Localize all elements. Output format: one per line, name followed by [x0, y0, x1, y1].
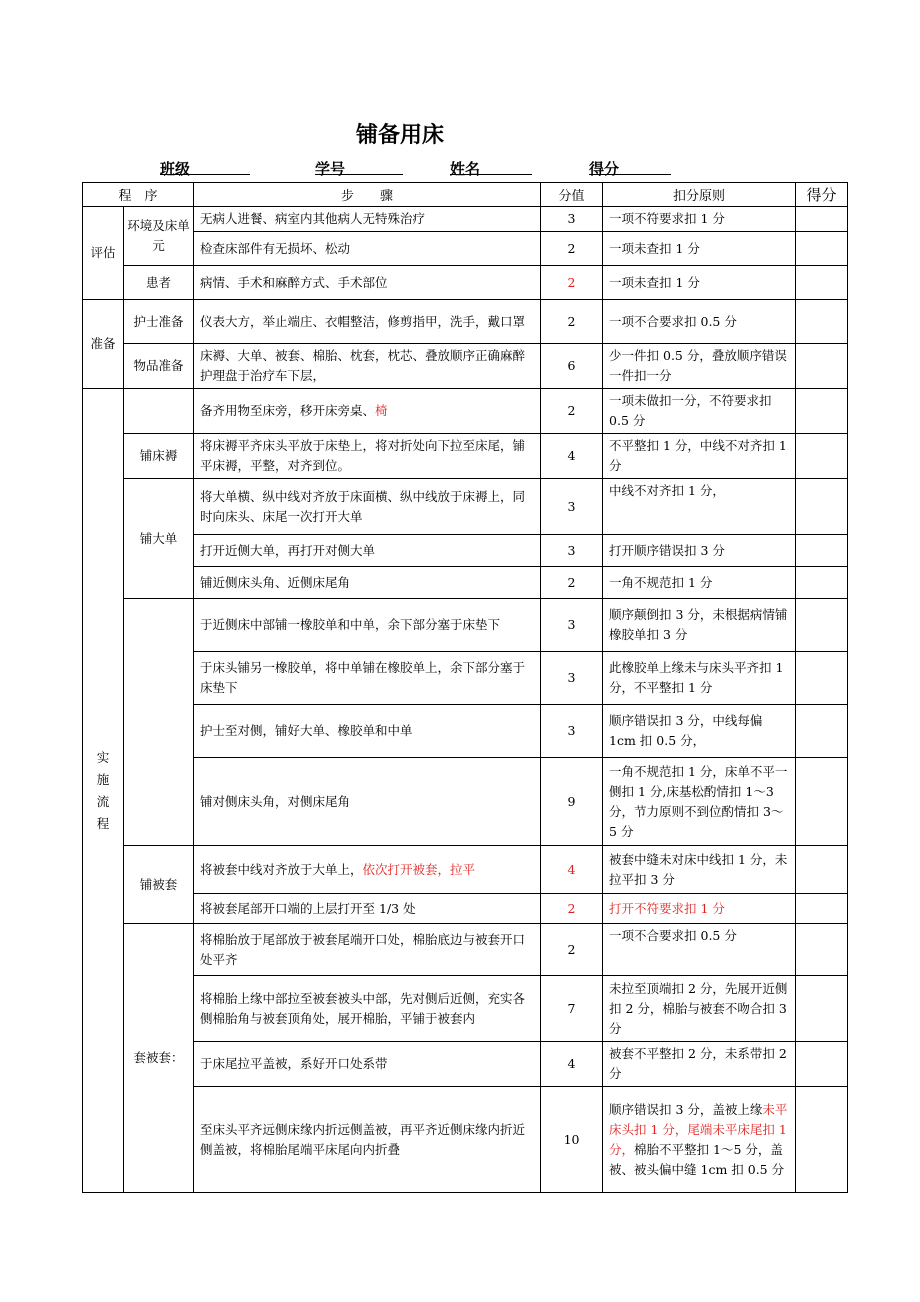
score-cell[interactable] [796, 344, 848, 389]
step-cell: 于床尾拉平盖被，系好开口处系带 [194, 1042, 541, 1087]
table-row [83, 599, 848, 652]
table-row [83, 652, 848, 705]
criteria-cell: 一项不合要求扣 0.5 分 [603, 300, 796, 344]
criteria-cell: 一角不规范扣 1 分 [603, 567, 796, 599]
step-cell: 检查床部件有无损坏、松动 [194, 232, 541, 266]
header-row [83, 183, 848, 207]
score-cell[interactable] [796, 924, 848, 976]
sub-blank [124, 389, 194, 434]
step-cell: 将大单横、纵中线对齐放于床面横、纵中线放于床褥上，同时向床头、床尾一次打开大单 [194, 479, 541, 535]
table-row [83, 535, 848, 567]
table-row [83, 266, 848, 300]
table-row [83, 389, 848, 434]
criteria-cell: 打开顺序错误扣 3 分 [603, 535, 796, 567]
criteria-cell: 不平整扣 1 分，中线不对齐扣 1 分 [603, 434, 796, 479]
score-cell[interactable] [796, 535, 848, 567]
table-row [83, 344, 848, 389]
score-cell[interactable] [796, 758, 848, 846]
criteria-cell: 顺序错误扣 3 分，中线每偏 1cm 扣 0.5 分， [603, 705, 796, 758]
score-cell[interactable] [796, 567, 848, 599]
score-cell[interactable] [796, 1042, 848, 1087]
criteria-cell: 少一件扣 0.5 分，叠放顺序错误一件扣一分 [603, 344, 796, 389]
score-cell[interactable] [796, 434, 848, 479]
criteria-cell: 一角不规范扣 1 分，床单不平一侧扣 1 分,床基松酌情扣 1～3 分，节力原则不到位酌情扣 3～5 分 [603, 758, 796, 846]
points-cell: 4 [541, 434, 603, 479]
step-cell: 将棉胎放于尾部放于被套尾端开口处，棉胎底边与被套开口处平齐 [194, 924, 541, 976]
points-cell: 2 [541, 567, 603, 599]
score-cell[interactable] [796, 389, 848, 434]
header-points: 分值 [541, 183, 603, 207]
step-cell: 铺对侧床头角，对侧床尾角 [194, 758, 541, 846]
step-cell: 于近侧床中部铺一橡胶单和中单，余下部分塞于床垫下 [194, 599, 541, 652]
score-cell[interactable] [796, 894, 848, 924]
criteria-cell: 顺序错误扣 3 分，盖被上缘未平床头扣 1 分，尾端未平床尾扣 1 分，棉胎不平整扣 1～5 分，盖被、被头偏中缝 1cm 扣 0.5 分 [603, 1087, 796, 1193]
table-row [83, 567, 848, 599]
points-cell: 2 [541, 894, 603, 924]
table-row [83, 1087, 848, 1193]
score-cell[interactable] [796, 1087, 848, 1193]
criteria-cell: 打开不符要求扣 1 分 [603, 894, 796, 924]
sub-mattress: 铺床褥 [124, 434, 194, 479]
score-cell[interactable] [796, 652, 848, 705]
header-procedure: 程 序 [83, 183, 194, 207]
table-row [83, 894, 848, 924]
step-cell: 将被套尾部开口端的上层打开至 1/3 处 [194, 894, 541, 924]
sub-quilt: 套被套： [124, 924, 194, 1193]
points-cell: 2 [541, 232, 603, 266]
step-cell: 将床褥平齐床头平放于床垫上，将对折处向下拉至床尾，铺平床褥，平整，对齐到位。 [194, 434, 541, 479]
table-row [83, 232, 848, 266]
table-row [83, 300, 848, 344]
table-row [83, 758, 848, 846]
criteria-cell: 被套不平整扣 2 分，未系带扣 2 分 [603, 1042, 796, 1087]
step-cell: 铺近侧床头角、近侧床尾角 [194, 567, 541, 599]
page-title: 铺备用床 [355, 123, 444, 148]
header-criteria: 扣分原则 [603, 183, 796, 207]
table-row [83, 846, 848, 894]
step-cell: 护士至对侧，铺好大单、橡胶单和中单 [194, 705, 541, 758]
score-cell[interactable] [796, 207, 848, 232]
points-cell: 3 [541, 652, 603, 705]
points-cell: 4 [541, 1042, 603, 1087]
table-row [83, 207, 848, 232]
criteria-cell: 中线不对齐扣 1 分， [603, 479, 796, 535]
header-steps: 步 骤 [194, 183, 541, 207]
step-cell: 备齐用物至床旁，移开床旁桌、椅 [194, 389, 541, 434]
points-cell: 3 [541, 535, 603, 567]
criteria-cell: 顺序颠倒扣 3 分，未根据病情铺橡胶单扣 3 分 [603, 599, 796, 652]
step-cell: 床褥、大单、被套、棉胎、枕套，枕芯、叠放顺序正确麻醉护理盘于治疗车下层， [194, 344, 541, 389]
scoring-table [82, 182, 848, 1193]
points-cell: 2 [541, 300, 603, 344]
points-cell: 2 [541, 389, 603, 434]
criteria-cell: 一项未做扣一分，不符要求扣 0.5 分 [603, 389, 796, 434]
score-cell[interactable] [796, 846, 848, 894]
score-cell[interactable] [796, 232, 848, 266]
header-score: 得分 [796, 183, 848, 207]
points-cell: 6 [541, 344, 603, 389]
points-cell: 10 [541, 1087, 603, 1193]
points-cell: 2 [541, 266, 603, 300]
step-cell: 无病人进餐、病室内其他病人无特殊治疗 [194, 207, 541, 232]
points-cell: 4 [541, 846, 603, 894]
criteria-cell: 一项未查扣 1 分 [603, 232, 796, 266]
criteria-cell: 此橡胶单上缘未与床头平齐扣 1 分，不平整扣 1 分 [603, 652, 796, 705]
sub-blank [124, 599, 194, 846]
step-cell: 至床头平齐远侧床缘内折远侧盖被，再平齐近侧床缘内折近侧盖被，将棉胎尾端平床尾向内折叠 [194, 1087, 541, 1193]
group-implement: 实施流程 [83, 389, 124, 1193]
points-cell: 3 [541, 705, 603, 758]
sub-items: 物品准备 [124, 344, 194, 389]
score-cell[interactable] [796, 300, 848, 344]
sub-env: 环境及床单元 [124, 207, 194, 266]
step-cell: 仪表大方，举止端庄、衣帽整洁，修剪指甲，洗手，戴口罩 [194, 300, 541, 344]
group-prepare: 准备 [83, 300, 124, 389]
table-row [83, 1042, 848, 1087]
points-cell: 3 [541, 479, 603, 535]
score-cell[interactable] [796, 479, 848, 535]
points-cell: 9 [541, 758, 603, 846]
step-cell: 将棉胎上缘中部拉至被套被头中部，先对侧后近侧，充实各侧棉胎角与被套顶角处，展开棉胎，平铺于被套内 [194, 976, 541, 1042]
score-cell[interactable] [796, 266, 848, 300]
step-cell: 病情、手术和麻醉方式、手术部位 [194, 266, 541, 300]
criteria-cell: 一项不符要求扣 1 分 [603, 207, 796, 232]
table-row [83, 705, 848, 758]
student-info-line: 班级 学号 姓名 得分 [0, 158, 920, 182]
table-row [83, 924, 848, 976]
criteria-cell: 未拉至顶端扣 2 分，先展开近侧扣 2 分，棉胎与被套不吻合扣 3 分 [603, 976, 796, 1042]
score-cell[interactable] [796, 599, 848, 652]
step-cell: 于床头铺另一橡胶单，将中单铺在橡胶单上，余下部分塞于床垫下 [194, 652, 541, 705]
score-cell[interactable] [796, 976, 848, 1042]
points-cell: 3 [541, 207, 603, 232]
table-row [83, 479, 848, 535]
sub-nurse: 护士准备 [124, 300, 194, 344]
table-row [83, 434, 848, 479]
step-cell: 将被套中线对齐放于大单上，依次打开被套，拉平 [194, 846, 541, 894]
step-cell: 打开近侧大单，再打开对侧大单 [194, 535, 541, 567]
criteria-cell: 一项未查扣 1 分 [603, 266, 796, 300]
score-cell[interactable] [796, 705, 848, 758]
points-cell: 7 [541, 976, 603, 1042]
criteria-cell: 被套中缝未对床中线扣 1 分，未拉平扣 3 分 [603, 846, 796, 894]
sub-quilt-cover: 铺被套 [124, 846, 194, 924]
points-cell: 2 [541, 924, 603, 976]
table-row [83, 976, 848, 1042]
sub-bigsheet: 铺大单 [124, 479, 194, 599]
points-cell: 3 [541, 599, 603, 652]
criteria-cell: 一项不合要求扣 0.5 分 [603, 924, 796, 976]
sub-patient: 患者 [124, 266, 194, 300]
group-assess: 评估 [83, 207, 124, 300]
